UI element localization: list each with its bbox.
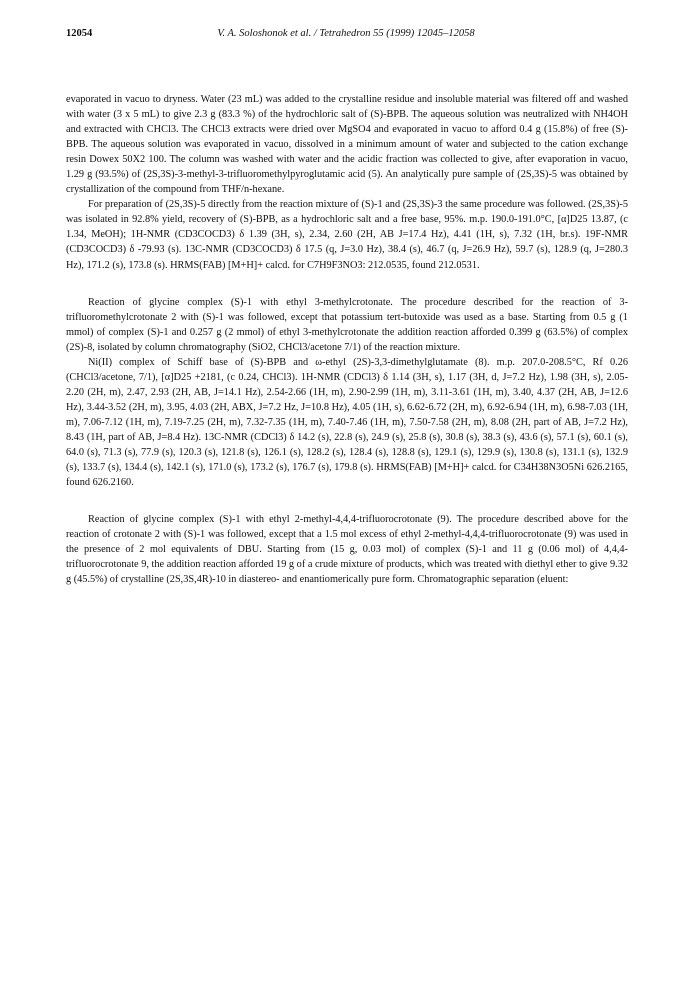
paragraph-complex-8-data: Ni(II) complex of Schiff base of (S)-BPB and ω-ethyl (2S)-3,3-dimethylglutamate (8). m.p. 207.0-208.5°C, Rf 0.26 (CHCl3/acetone, 7/1), [α]D25 +2181, (c 0.24, CHCl3). 1H-NMR (CDCl3) δ 1.14 (3H, s), 1.17 (3H, d, J=7.2 Hz), 1.98 (3H, s), 2.05-2.20 (2H, m), 2.47, 2.93 (2H, AB, J=14.1 Hz), 2.54-2.66 (1H, m), 2.90-2.99 (1H, m), 3.11-3.61 (1H, m), 3.40, 4.37 (2H, AB, J=12.6 Hz), 3.44-3.52 (2H, m), 3.95, 4.03 (2H, ABX, J=7.2 Hz, J=10.8 Hz), 4.05 (1H, s), 6.62-6.72 (2H, m), 6.92-6.94 (1H, m), 6.98-7.03 (1H, m), 7.06-7.12 (1H, m), 7.19-7.25 (2H, m), 7.32-7.35 (1H, m), 7.40-7.46 (1H, m), 7.50-7.58 (2H, m), 8.08 (2H, part of AB, J=7.2 Hz), 8.43 (1H, part of AB, J=8.4 Hz). 13C-NMR (CDCl3) δ 14.2 (s), 22.8 (s), 24.9 (s), 25.8 (s), 30.8 (s), 38.3 (s), 43.6 (s), 57.1 (s), 60.1 (s), 64.0 (s), 71.3 (s), 77.9 (s), 120.3 (s), 121.8 (s), 126.1 (s), 128.2 (s), 128.4 (s), 128.8 (s), 129.1 (s), 129.9 (s), 130.8 (s), 131.1 (s), 132.9 (s), 133.7 (s), 134.4 (s), 142.1 (s), 171.0 (s), 173.2 (s), 176.7 (s), 179.8 (s). HRMS(FAB) [M+H]+ calcd. for C34H38N3O5Ni 626.2165, found 626.2160. [66,356,628,489]
article-body [66,92,628,587]
paragraph-preparation-5: For preparation of (2S,3S)-5 directly from the reaction mixture of (S)-1 and (2S,3S)-3 the same procedure was followed. (2S,3S)-5 was isolated in 92.8% yield, recovery of (S)-BPB, as a hydrochloric salt and a free base, 95%. m.p. 190.0-191.0°C, [α]D25 13.87, (c 1.34, MeOH); 1H-NMR (CD3COCD3) δ 1.39 (3H, s), 2.34, 2.60 (2H, AB J=17.4 Hz), 4.41 (1H, s), 7.32 (1H, br.s). 19F-NMR (CD3COCD3) δ -79.93 (s). 13C-NMR (CD3COCD3) δ 17.5 (q, J=3.0 Hz), 38.4 (s), 46.7 (q, J=26.9 Hz), 59.7 (s), 128.9 (q, J=280.3 Hz), 171.2 (s), 173.8 (s). HRMS(FAB) [M+H]+ calcd. for C7H9F3NO3: 212.0535, found 212.0531. [66,199,628,271]
running-title: V. A. Soloshonok et al. / Tetrahedron 55 (1999) 12045–12058 [217,28,475,39]
paragraph-trifluorocrotonate-reaction: Reaction of glycine complex (S)-1 with ethyl 2-methyl-4,4,4-trifluorocrotonate (9). The procedure described above for the reaction of crotonate 2 with (S)-1 was followed, except that a 1.5 mol excess of ethyl 2-methyl-4,4,4-trifluorocrotonate (9) was used in the presence of 2 mol equivalents of DBU. Starting from (15 g, 0.03 mol) of complex (S)-1 and 11 g (0.06 mol) of 4,4,4-trifluorocrotonate 9, the addition reaction afforded 19 g of a crude mixture of products, which was treated with diethyl ether to give 9.32 g (45.5%) of crystalline (2S,3S,4R)-10 in diastereo- and enantiomerically pure form. Chromatographic separation (eluent: [66,514,628,586]
paragraph-methylcrotonate-reaction: Reaction of glycine complex (S)-1 with ethyl 3-methylcrotonate. The procedure described for the reaction of 3-trifluoromethylcrotonate 2 with (S)-1 was followed, except that potassium tert-butoxide was used as a base. Starting from 0.5 g (1 mmol) of complex (S)-1 and 0.257 g (2 mmol) of ethyl 3-methylcrotonate the addition reaction afforded 0.399 g (63.5%) of complex (2S)-8, isolated by column chromatography (SiO2, CHCl3/acetone 7/1) of the reaction mixture. [66,296,628,353]
paragraph-workup: evaporated in vacuo to dryness. Water (23 mL) was added to the crystalline residue and insoluble material was filtered off and washed with water (3 x 5 mL) to give 2.3 g (83.3 %) of the hydrochloric salt of (S)-BPB. The aqueous solution was neutralized with NH4OH and extracted with CHCl3. The CHCl3 extracts were dried over MgSO4 and evaporated in vacuo to afford 0.4 g (15.8%) of free (S)-BPB. The aqueous solution was evaporated in vacuo, dissolved in a minimum amount of water and subjected to the cation exchange resin Dowex 50X2 100. The column was washed with water and the acidic fraction was collected to give, after evaporation in vacuo, 1.29 g (93.5%) of (2S,3S)-3-methyl-3-trifluoromethylpyroglutamic acid (5). An analytically pure sample of (2S,3S)-5 was obtained by crystallization of the compound from THF/n-hexane. [66,94,628,196]
page-number: 12054 [66,28,93,39]
page-header [66,28,626,44]
